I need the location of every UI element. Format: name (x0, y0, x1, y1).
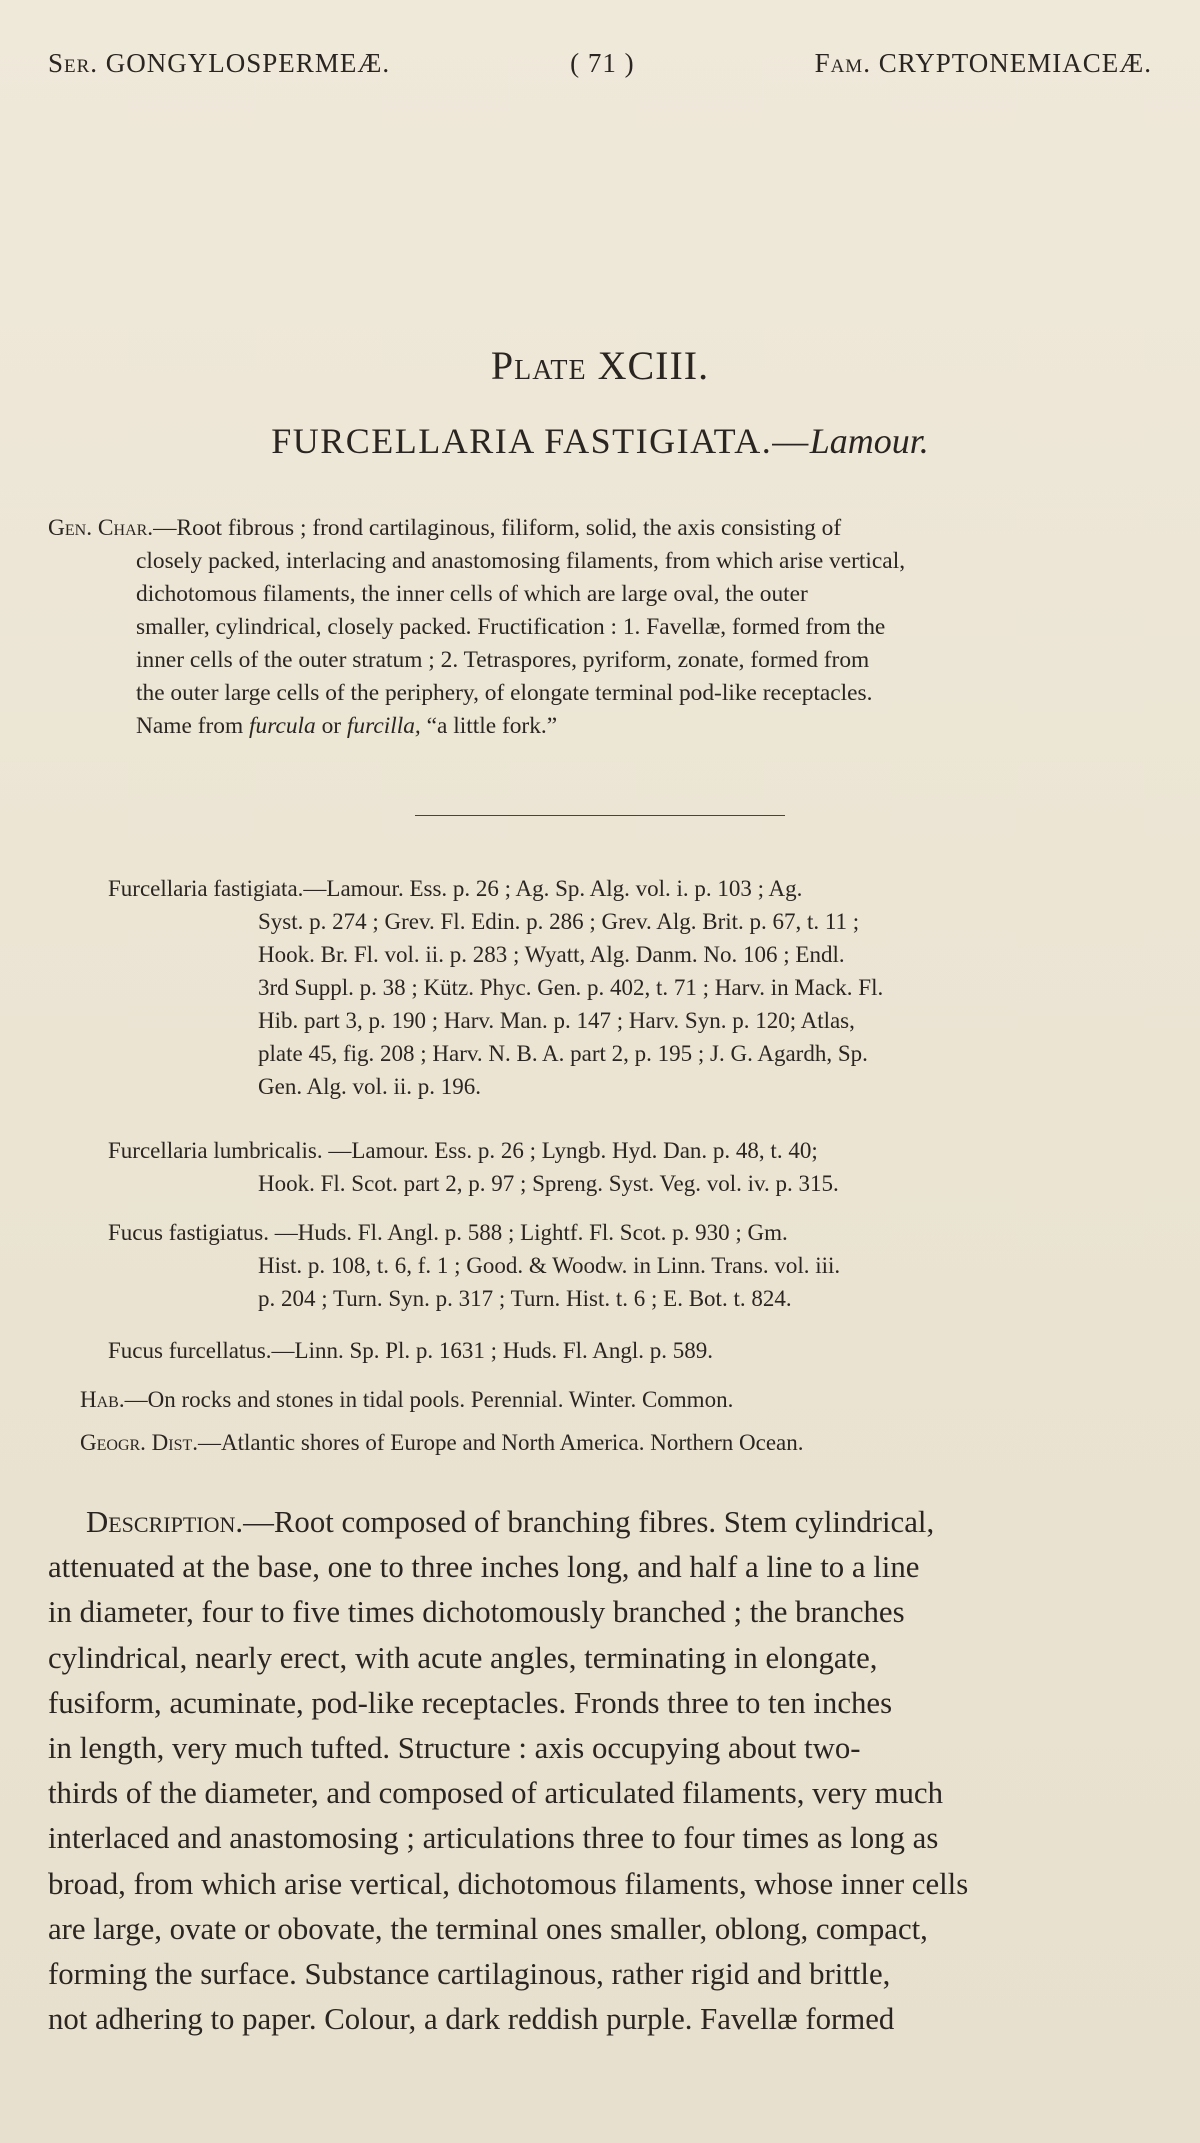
synonym-line: Syst. p. 274 ; Grev. Fl. Edin. p. 286 ; Grev. Alg. Brit. p. 67, t. 11 ; (258, 909, 860, 934)
synonym-line: Fucus fastigiatus. —Huds. Fl. Angl. p. 588 ; Lightf. Fl. Scot. p. 930 ; Gm. (108, 1220, 788, 1245)
gen-char-line: the outer large cells of the periphery, of elongate terminal pod-like receptacles. (136, 680, 873, 706)
synonym-line: p. 204 ; Turn. Syn. p. 317 ; Turn. Hist. t. 6 ; E. Bot. t. 824. (258, 1286, 792, 1311)
generic-characters (48, 512, 1148, 743)
description-line: not adhering to paper. Colour, a dark reddish purple. Favellæ formed (48, 2002, 895, 2037)
synonym-line: Furcellaria fastigiata.—Lamour. Ess. p. 26 ; Ag. Sp. Alg. vol. i. p. 103 ; Ag. (108, 876, 803, 901)
description-line: interlaced and anastomosing ; articulations three to four times as long as (48, 1821, 939, 1856)
gen-char-line: dichotomous filaments, the inner cells of which are large oval, the outer (136, 581, 808, 607)
description-line: thirds of the diameter, and composed of articulated filaments, very much (48, 1776, 944, 1811)
description-line: are large, ovate or obovate, the terminal ones smaller, oblong, compact, (48, 1911, 928, 1946)
synonym-line: Hist. p. 108, t. 6, f. 1 ; Good. & Woodw. in Linn. Trans. vol. iii. (258, 1253, 841, 1278)
species-author: Lamour. (809, 421, 929, 461)
description-line: forming the surface. Substance cartilaginous, rather rigid and brittle, (48, 1957, 891, 1992)
synonym-line: Furcellaria lumbricalis. —Lamour. Ess. p. 26 ; Lyngb. Hyd. Dan. p. 48, t. 40; (108, 1138, 818, 1163)
synonym-line: Fucus furcellatus.—Linn. Sp. Pl. p. 1631 ; Huds. Fl. Angl. p. 589. (108, 1338, 714, 1363)
synonym-line: Hook. Br. Fl. vol. ii. p. 283 ; Wyatt, Alg. Danm. No. 106 ; Endl. (258, 942, 845, 967)
distribution-label: Geogr. Dist. (80, 1430, 199, 1455)
page-number: ( 71 ) (570, 48, 635, 78)
header-family: Fam. CRYPTONEMIACEÆ. (814, 48, 1152, 78)
section-divider (415, 815, 785, 816)
species-heading (0, 420, 1200, 462)
gen-char-label: Gen. Char. (48, 515, 154, 541)
gen-char-line: Gen. Char.—Root fibrous ; frond cartilaginous, filiform, solid, the axis consisting of (48, 515, 842, 541)
synonym-line: Gen. Alg. vol. ii. p. 196. (258, 1074, 481, 1099)
description-line: cylindrical, nearly erect, with acute angles, terminating in elongate, (48, 1640, 878, 1675)
gen-char-line: smaller, cylindrical, closely packed. Fructification : 1. Favellæ, formed from the (136, 614, 886, 640)
description-line: attenuated at the base, one to three inches long, and half a line to a line (48, 1550, 920, 1585)
habitat-text: —On rocks and stones in tidal pools. Perennial. Winter. Common. (124, 1387, 734, 1412)
description-line: in diameter, four to five times dichotomously branched ; the branches (48, 1595, 905, 1630)
synonym-line: plate 45, fig. 208 ; Harv. N. B. A. part 2, p. 195 ; J. G. Agardh, Sp. (258, 1041, 868, 1066)
synonym-fucus-furcellatus (108, 1334, 1148, 1367)
synonym-furcellaria-fastigiata (108, 872, 1148, 1103)
plate-title: Plate XCIII. (490, 343, 710, 388)
synonym-furcellaria-lumbricalis (108, 1134, 1148, 1200)
synonym-line: 3rd Suppl. p. 38 ; Kütz. Phyc. Gen. p. 402, t. 71 ; Harv. in Mack. Fl. (258, 975, 884, 1000)
geographic-distribution (80, 1426, 1160, 1459)
habitat-label: Hab. (80, 1387, 125, 1412)
synonym-fucus-fastigiatus (108, 1216, 1148, 1315)
synonym-line: Hook. Fl. Scot. part 2, p. 97 ; Spreng. Syst. Veg. vol. iv. p. 315. (258, 1171, 839, 1196)
description-line: Description.—Root composed of branching fibres. Stem cylindrical, (86, 1505, 935, 1539)
habitat (80, 1383, 1160, 1416)
gen-char-line: inner cells of the outer stratum ; 2. Tetraspores, pyriform, zonate, formed from (136, 647, 870, 673)
header-series: Ser. GONGYLOSPERMEÆ. (48, 48, 391, 78)
gen-char-line: Name from furcula or furcilla, “a little fork.” (136, 713, 558, 739)
description-label: Description. (86, 1505, 244, 1539)
gen-char-line: closely packed, interlacing and anastomosing filaments, from which arise vertical, (136, 548, 906, 574)
species-name: FURCELLARIA FASTIGIATA.— (271, 421, 810, 461)
running-head (48, 48, 1152, 79)
distribution-text: —Atlantic shores of Europe and North America. Northern Ocean. (198, 1430, 804, 1455)
description-line: fusiform, acuminate, pod-like receptacles. Fronds three to ten inches (48, 1685, 893, 1720)
description-line: in length, very much tufted. Structure : axis occupying about two- (48, 1731, 861, 1766)
synonym-line: Hib. part 3, p. 190 ; Harv. Man. p. 147 ; Harv. Syn. p. 120; Atlas, (258, 1008, 855, 1033)
description-line: broad, from which arise vertical, dichotomous filaments, whose inner cells (48, 1866, 969, 1901)
description (48, 1500, 1143, 2042)
